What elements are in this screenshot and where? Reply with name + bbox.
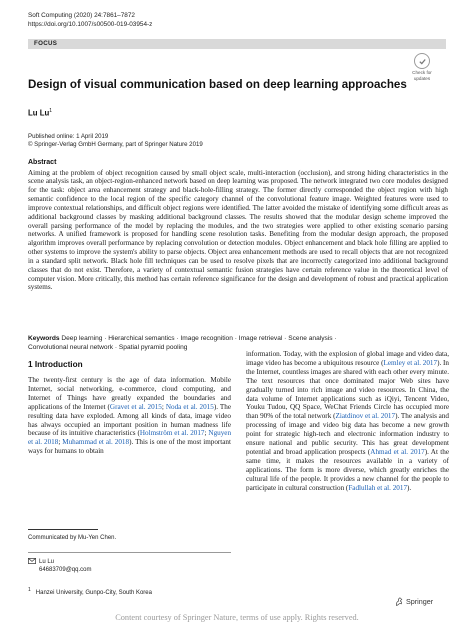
citation-link[interactable]: Nguyen et al. 2018 xyxy=(28,429,232,447)
article-title: Design of visual communication based on deep learning approaches xyxy=(28,78,407,91)
intro-paragraph-right: information. Today, with the explosion of global image and video data, image video has become a ubiquitous resource (Lemley et al. 2017). In the Internet, countless images are shared with each other every minute. The text resources that once dominated major Web sites have gradually turned into rich image and video resources. In China, the data volume of Internet applications such as iQiyi, Tencent Video, Youku Tudou, QQ Space, WeChat Friends Circle has occupied more than 90% of the total network (Ziatdinov et al. 2017). The analysis and processing of image and video big data has become a new growth point for strategic high-tech and electronic information industry to ensure national and public security. This has great development potential and broad application prospects (Ahmad et al. 2017). At the same time, it makes the resources available in a variety of applications. The form is more diverse, which greatly enriches the cultural life of the people. It provides a new channel for the people to participate in cultural construction (Fadlullah et al. 2017). xyxy=(246,350,450,492)
keywords-line-1 xyxy=(28,334,448,343)
check-updates-line2: updates xyxy=(413,76,431,81)
footnote-divider-2 xyxy=(28,552,231,553)
citation-link[interactable]: Noda et al. 2015 xyxy=(165,402,214,411)
citation-link[interactable]: Fadlullah et al. 2017 xyxy=(348,483,408,492)
intro-paragraph-left: The twenty-first century is the age of data information. Mobile Internet, social networking, e-commerce, cloud computing, and Internet of Things have greatly expanded the boundaries and applications of the Internet (Gravet et al. 2015; Noda et al. 2015). The resulting data have exploded. Among all kinds of data, image video has always occupied an important position in human madness life because of its intuitive characteristics (Holmström et al. 2017; Nguyen et al. 2018; Muhammad et al. 2018). This is one of the most important ways for humans to obtain xyxy=(28,376,232,456)
citation-link[interactable]: Lemley et al. 2017 xyxy=(383,358,438,367)
author-email[interactable]: 64683709@qq.com xyxy=(39,567,92,573)
springer-horse-icon xyxy=(395,597,403,606)
footnote-divider xyxy=(28,529,98,530)
intro-heading: 1 Introduction xyxy=(28,360,83,369)
affiliation xyxy=(28,586,152,597)
communicated-by: Communicated by Mu-Yen Chen. xyxy=(28,535,117,541)
left-column xyxy=(28,360,231,456)
citation-link[interactable]: Holmström et al. 2017 xyxy=(139,429,205,438)
right-column xyxy=(246,350,449,493)
check-updates-line1: Check for xyxy=(412,70,432,75)
author-line xyxy=(28,108,52,118)
corresponding-author xyxy=(28,558,91,574)
publisher-name: Springer xyxy=(406,597,434,606)
citation-link[interactable]: Gravet et al. 2015 xyxy=(109,402,162,411)
check-for-updates-badge[interactable] xyxy=(407,53,437,81)
citation-link[interactable]: Ahmad et al. 2017 xyxy=(370,447,425,456)
keywords-list-1: Deep learning · Hierarchical semantics · Image recognition · Image retrieval · Scene analysis · xyxy=(61,335,337,342)
citation-link[interactable]: Muhammad et al. 2018 xyxy=(62,438,130,447)
courtesy-footer: Content courtesy of Springer Nature, terms of use apply. Rights reserved. xyxy=(115,613,359,622)
section-tag: FOCUS xyxy=(34,40,58,47)
copyright: © Springer-Verlag GmbH Germany, part of Springer Nature 2019 xyxy=(28,141,203,149)
contact-author-name: Lu Lu xyxy=(39,559,55,565)
affiliation-text: Hanzei University, Gunpo-City, South Korea xyxy=(35,590,152,596)
doi-link[interactable]: https://doi.org/10.1007/s00500-019-03954-z xyxy=(28,20,153,28)
check-updates-icon xyxy=(414,53,430,69)
section-bar xyxy=(28,39,446,49)
author-affil-marker: 1 xyxy=(49,108,52,114)
author-contact-line xyxy=(28,558,91,566)
envelope-icon xyxy=(28,558,36,564)
published-date: Published online: 1 April 2019 xyxy=(28,133,109,140)
journal-header xyxy=(28,12,152,29)
abstract-text: Aiming at the problem of object recognition caused by small object scale, multi-interaction (occlusion), and strong hiding characteristics in the scene analysis task, an object-region-enhanced network based on deep learning was proposed. The network integrated two core modules designed for the task: object area enhancement strategy and black-hole-filling strategy. The former directly corresponded the object region with high semantic confidence to the local region of the specific category channel of the convolutional feature image. Weighted features were used to improve contextual relationships, and difficult object regions were identified. The latter avoided the mistake of identifying some difficult areas as additional background classes by masking additional background classes. The results showed that the modular design scheme improved the overall parsing performance of the model by replacing the modules, and the two strategies were applied to other existing scenario parsing networks. A unified framework is proposed for handling scene resolution tasks. Benefiting from the modular design approach, the proposed algorithm improves overall performance by replacing convolution or detection modules. Object enhancement and black hole filling are applied to other systems to improve the system's ability to parse objects. Object area enhancement methods are used to recall objects that are not recognized in a standard split network. Black hole fill techniques can be used to resolve pixels that are incorrectly categorized into additional background classes that do not exist. Therefore, a variety of contextual semantic fusion strategies have certain reference value in the theoretical level of computer vision. More critically, this method has certain reference significance for the design and development of robust and practical application systems. xyxy=(28,168,448,292)
journal-citation: Soft Computing (2020) 24:7861–7872 xyxy=(28,12,135,19)
affiliation-number: 1 xyxy=(28,587,31,593)
springer-logo xyxy=(395,597,433,606)
citation-link[interactable]: Ziatdinov et al. 2017 xyxy=(335,412,396,421)
publication-info xyxy=(28,133,203,149)
abstract-heading: Abstract xyxy=(28,159,57,166)
keywords-label: Keywords xyxy=(28,335,60,342)
keywords-list-2: Convolutional neural network · Spatial pyramid pooling xyxy=(28,344,188,351)
author-name[interactable]: Lu Lu xyxy=(28,108,50,118)
